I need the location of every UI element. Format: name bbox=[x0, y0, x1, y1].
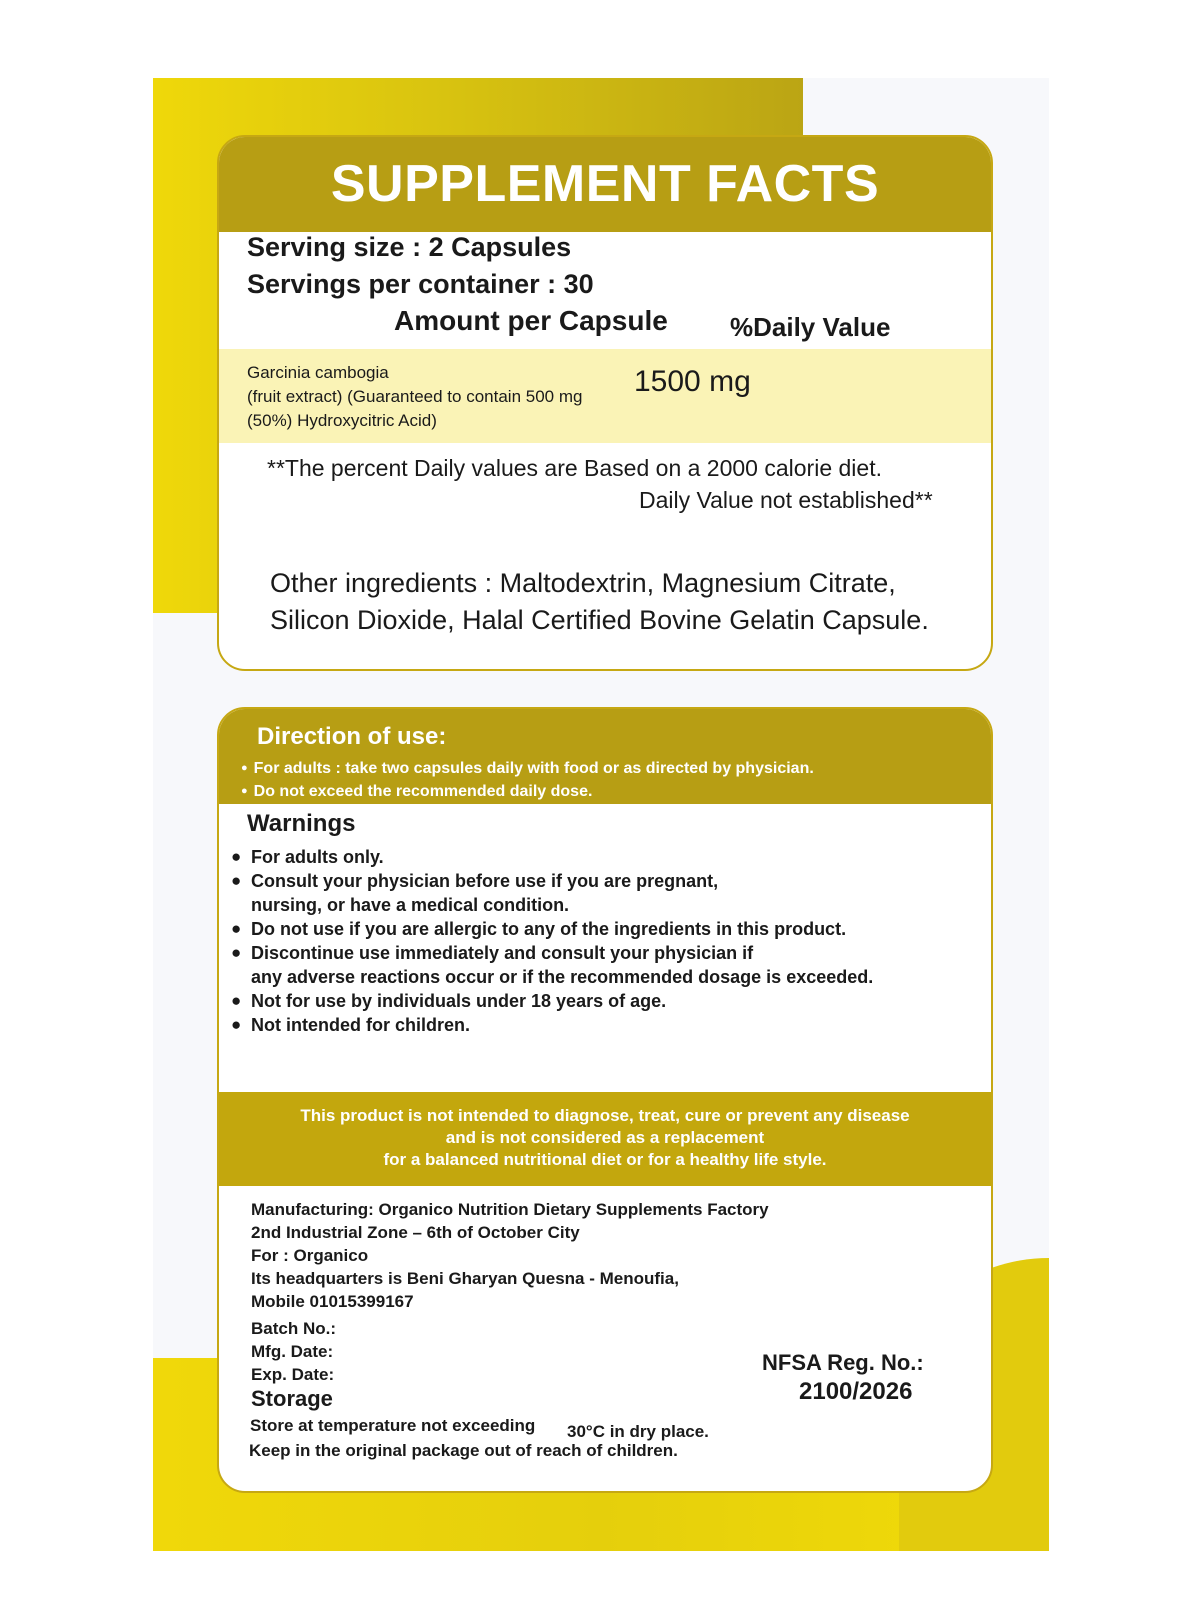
storage-title: Storage bbox=[251, 1386, 333, 1411]
directions-title: Direction of use: bbox=[257, 723, 447, 750]
nfsa-label: NFSA Reg. No.: bbox=[762, 1350, 924, 1375]
ingredient-line: (fruit extract) (Guaranteed to contain 500 mg bbox=[247, 387, 583, 406]
warnings-title: Warnings bbox=[247, 810, 356, 837]
ingredient-name bbox=[247, 361, 582, 433]
other-ingredients bbox=[270, 565, 929, 639]
directions-band bbox=[219, 709, 991, 804]
storage-line: Store at temperature not exceeding bbox=[250, 1416, 536, 1435]
ingredient-amount: 1500 mg bbox=[634, 365, 751, 398]
batch-number-label: Batch No.: bbox=[251, 1319, 336, 1338]
warning-item bbox=[231, 1013, 873, 1037]
mfg-date-label: Mfg. Date: bbox=[251, 1342, 334, 1361]
warning-item bbox=[231, 869, 873, 917]
manufacturer-phone: Mobile 01015399167 bbox=[251, 1292, 414, 1311]
other-ingredients-line: Other ingredients : Maltodextrin, Magnesium Citrate, bbox=[270, 568, 896, 598]
servings-per-container: Servings per container : 30 bbox=[247, 269, 594, 299]
supplement-facts-panel bbox=[217, 135, 993, 671]
warning-item bbox=[231, 941, 873, 989]
manufacturer-line: 2nd Industrial Zone – 6th of October City bbox=[251, 1223, 580, 1242]
directions-list bbox=[241, 757, 814, 803]
daily-value-note: **The percent Daily values are Based on a 2000 calorie diet. bbox=[267, 455, 882, 481]
amount-header: Amount per Capsule bbox=[394, 305, 668, 336]
warning-text: ● Discontinue use immediately and consult your physician if bbox=[251, 943, 754, 963]
directions-item: ● For adults : take two capsules daily with food or as directed by physician. bbox=[241, 757, 814, 780]
storage-line-2: Keep in the original package out of reach of children. bbox=[249, 1441, 678, 1460]
warning-text: ● Not for use by individuals under 18 years of age. bbox=[251, 991, 667, 1011]
ingredient-line: Garcinia cambogia bbox=[247, 363, 389, 382]
other-ingredients-line: Silicon Dioxide, Halal Certified Bovine Gelatin Capsule. bbox=[270, 605, 929, 635]
batch-info bbox=[251, 1317, 336, 1386]
ingredient-line: (50%) Hydroxycitric Acid) bbox=[247, 411, 437, 430]
warning-text: any adverse reactions occur or if the recommended dosage is exceeded. bbox=[251, 967, 874, 987]
disclaimer-line: This product is not intended to diagnose, treat, cure or prevent any disease bbox=[300, 1106, 910, 1125]
disclaimer-line: and is not considered as a replacement bbox=[445, 1128, 765, 1147]
disclaimer-line: for a balanced nutritional diet or for a healthy life style. bbox=[383, 1150, 827, 1169]
manufacturer-line: Manufacturing: Organico Nutrition Dietary Supplements Factory bbox=[251, 1200, 769, 1219]
warning-text: ● Do not use if you are allergic to any of the ingredients in this product. bbox=[251, 919, 847, 939]
daily-value-note-2: Daily Value not established** bbox=[639, 487, 933, 513]
warning-text: nursing, or have a medical condition. bbox=[251, 895, 570, 915]
storage-line-temperature: 30°C in dry place. bbox=[567, 1422, 709, 1441]
warning-text: ● Consult your physician before use if you are pregnant, bbox=[251, 871, 719, 891]
warning-text: ● For adults only. bbox=[251, 847, 384, 867]
disclaimer-band bbox=[219, 1092, 991, 1186]
ingredient-row bbox=[219, 349, 991, 443]
warning-item bbox=[231, 989, 873, 1013]
daily-value-header: %Daily Value bbox=[730, 312, 891, 342]
directions-item: ● Do not exceed the recommended daily dose. bbox=[241, 780, 814, 803]
serving-size: Serving size : 2 Capsules bbox=[247, 232, 572, 262]
warning-item bbox=[231, 845, 873, 869]
nfsa-number: 2100/2026 bbox=[799, 1378, 913, 1405]
manufacturer-line: Its headquarters is Beni Gharyan Quesna - Menoufia, bbox=[251, 1269, 679, 1288]
warning-text: ● Not intended for children. bbox=[251, 1015, 470, 1035]
exp-date-label: Exp. Date: bbox=[251, 1365, 335, 1384]
warnings-list bbox=[231, 845, 873, 1037]
warning-item bbox=[231, 917, 873, 941]
label-canvas bbox=[153, 78, 1049, 1551]
directions-panel bbox=[217, 707, 993, 1493]
manufacturer-line: For : Organico bbox=[251, 1246, 369, 1265]
supplement-facts-title: SUPPLEMENT FACTS bbox=[219, 137, 991, 232]
manufacturer-info bbox=[251, 1198, 769, 1313]
